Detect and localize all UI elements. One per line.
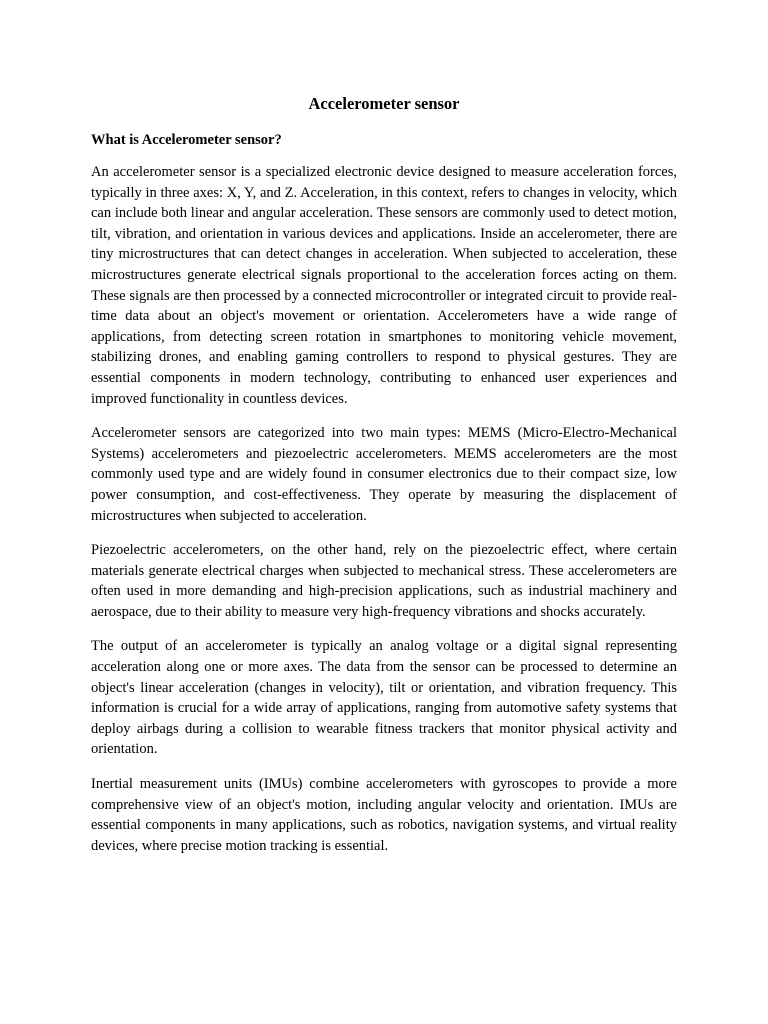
paragraph-imu: Inertial measurement units (IMUs) combine accelerometers with gyroscopes to provide a more comprehensive view of an object's motion, including angular velocity and orientation. IMUs are essential components in many applications, such as robotics, navigation systems, and virtual reality devices, where precise motion tracking is essential. xyxy=(91,776,677,854)
paragraph-output: The output of an accelerometer is typically an analog voltage or a digital signal representing acceleration along one or more axes. The data from the sensor can be processed to determine an object's linear acceleration (changes in velocity), tilt or orientation, and vibration frequency. This information is crucial for a wide array of applications, ranging from automotive safety systems that deploy airbags during a collision to wearable fitness trackers that monitor physical activity and orientation. xyxy=(91,638,677,758)
section-heading: What is Accelerometer sensor? xyxy=(91,132,282,148)
paragraph-piezoelectric: Piezoelectric accelerometers, on the other hand, rely on the piezoelectric effect, where certain materials generate electrical charges when subjected to mechanical stress. These accelerometers are often used in more demanding and high-precision applications, such as industrial machinery and aerospace, due to their ability to measure very high-frequency vibrations and shocks accurately. xyxy=(91,542,677,620)
paragraph-types: Accelerometer sensors are categorized into two main types: MEMS (Micro-Electro-Mechanical Systems) accelerometers and piezoelectric accelerometers. MEMS accelerometers are the most commonly used type and are widely found in consumer electronics due to their compact size, low power consumption, and cost-effectiveness. They operate by measuring the displacement of microstructures when subjected to acceleration. xyxy=(91,425,677,524)
document-title: Accelerometer sensor xyxy=(308,94,460,113)
paragraph-intro: An accelerometer sensor is a specialized electronic device designed to measure acceleration forces, typically in three axes: X, Y, and Z. Acceleration, in this context, refers to changes in velocity, which can include both linear and angular acceleration. These sensors are commonly used to detect motion, tilt, vibration, and orientation in various devices and applications. Inside an accelerometer, there are tiny microstructures that can detect changes in acceleration. When subjected to acceleration, these microstructures generate electrical signals proportional to the acceleration forces acting on them. These signals are then processed by a connected microcontroller or integrated circuit to provide real-time data about an object's movement or orientation. Accelerometers have a wide range of applications, from detecting screen rotation in smartphones to monitoring vehicle movement, stabilizing drones, and enabling gaming controllers to respond to physical gestures. They are essential components in modern technology, contributing to enhanced user experiences and improved functionality in countless devices. xyxy=(91,164,677,407)
